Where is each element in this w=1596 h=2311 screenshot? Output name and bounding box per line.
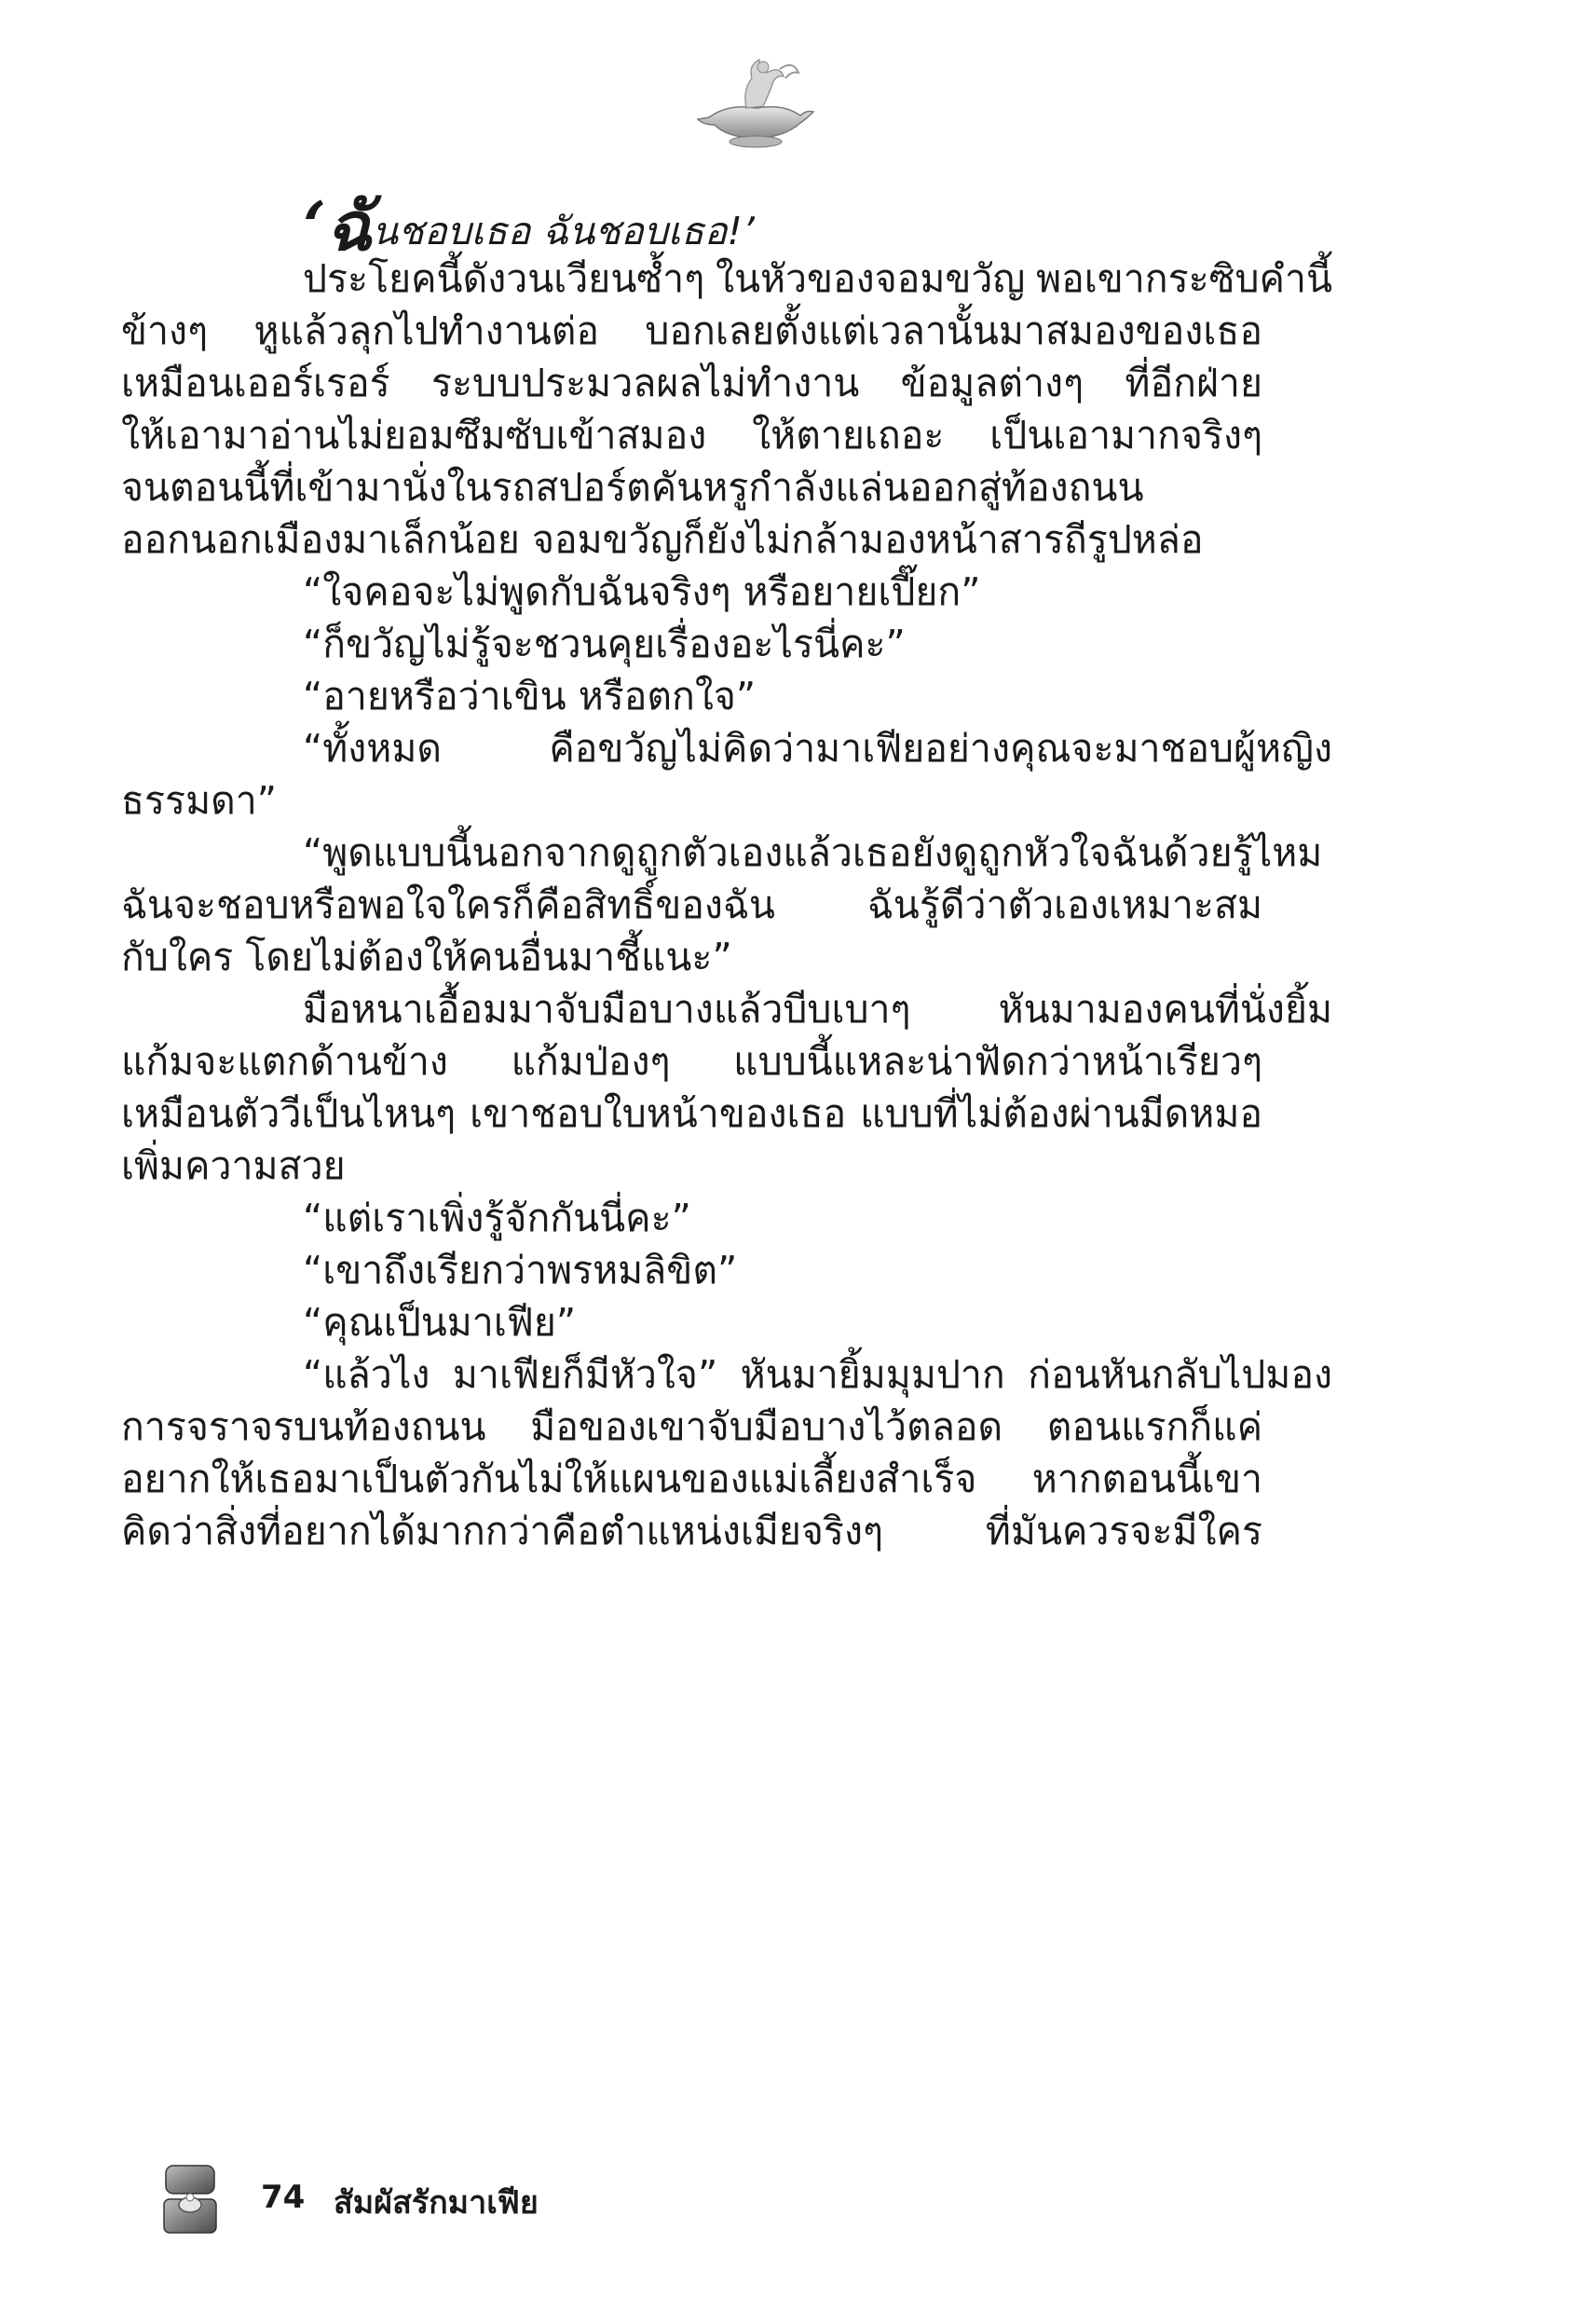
paragraph-line: เพิ่มความสวย [121, 1143, 346, 1188]
dialogue-line: กับใคร โดยไม่ต้องให้คนอื่นมาชี้แนะ” [121, 935, 732, 979]
dialogue-line: “ทั้งหมด คือขวัญไม่คิดว่ามาเฟียอย่างคุณจะมาชอบผู้หญิง [303, 726, 1332, 771]
dialogue-line: “ใจคอจะไม่พูดกับฉันจริงๆ หรือยายเปี๊ยก” [303, 569, 981, 614]
genie-lamp-icon [690, 52, 821, 155]
paragraph-line: คิดว่าสิ่งที่อยากได้มากกว่าคือตำแหน่งเมียจริงๆ ที่มันควรจะมีใคร [121, 1509, 1262, 1553]
dialogue-line: ฉันจะชอบหรือพอใจใครก็คือสิทธิ์ของฉัน ฉันรู้ดีว่าตัวเองเหมาะสม [121, 882, 1262, 927]
paragraph-line: เหมือนเออร์เรอร์ ระบบประมวลผลไม่ทำงาน ข้อมูลต่างๆ ที่อีกฝ่าย [121, 361, 1262, 405]
page-footer [160, 2162, 719, 2236]
dialogue-line: ธรรมดา” [121, 778, 277, 823]
paragraph-line: “แล้วไง มาเฟียก็มีหัวใจ” หันมายิ้มมุมปาก ก่อนหันกลับไปมอง [303, 1352, 1332, 1397]
dialogue-line: “ก็ขวัญไม่รู้จะชวนคุยเรื่องอะไรนี่คะ” [303, 622, 906, 666]
opening-line [303, 186, 755, 266]
paragraph-line: จนตอนนี้ที่เข้ามานั่งในรถสปอร์ตคันหรูกำลังแล่นออกสู่ท้องถนน [121, 465, 1144, 510]
drop-cap: ‘ฉั [303, 186, 373, 266]
book-title: สัมผัสรักมาเฟีย [334, 2184, 539, 2222]
paragraph-line: เหมือนตัววีเป็นไหนๆ เขาชอบใบหน้าของเธอ แบบที่ไม่ต้องผ่านมีดหมอ [121, 1091, 1262, 1136]
dialogue-line: “พูดแบบนี้นอกจากดูถูกตัวเองแล้วเธอยังดูถูกหัวใจฉันด้วยรู้ไหม [303, 830, 1323, 875]
ring-box-icon [160, 2162, 220, 2236]
paragraph-line: อยากให้เธอมาเป็นตัวกันไม่ให้แผนของแม่เลี้ยงสำเร็จ หากตอนนี้เขา [121, 1456, 1262, 1501]
dialogue-line: “แต่เราเพิ่งรู้จักกันนี่คะ” [303, 1196, 691, 1240]
paragraph-line: ข้างๆ หูแล้วลุกไปทำงานต่อ บอกเลยตั้งแต่เวลานั้นมาสมองของเธอ [121, 308, 1262, 353]
opening-text: นชอบเธอ ฉันชอบเธอ!’ [372, 209, 755, 253]
paragraph-line: การจราจรบนท้องถนน มือของเขาจับมือบางไว้ตลอด ตอนแรกก็แค่ [121, 1404, 1262, 1449]
paragraph-line: ประโยคนี้ดังวนเวียนซ้ำๆ ในหัวของจอมขวัญ พอเขากระซิบคำนี้ [303, 256, 1332, 301]
dialogue-line: “อายหรือว่าเขิน หรือตกใจ” [303, 674, 757, 718]
paragraph-line: ให้เอามาอ่านไม่ยอมซึมซับเข้าสมอง ให้ตายเถอะ เป็นเอามากจริงๆ [121, 413, 1262, 458]
paragraph-line: ออกนอกเมืองมาเล็กน้อย จอมขวัญก็ยังไม่กล้ามองหน้าสารถีรูปหล่อ [121, 517, 1204, 562]
paragraph-line: แก้มจะแตกด้านข้าง แก้มป่องๆ แบบนี้แหละน่าฟัดกว่าหน้าเรียวๆ [121, 1039, 1262, 1084]
dialogue-line: “เขาถึงเรียกว่าพรหมลิขิต” [303, 1248, 738, 1292]
paragraph-line: มือหนาเอื้อมมาจับมือบางแล้วบีบเบาๆ หันมามองคนที่นั่งยิ้ม [303, 987, 1332, 1032]
dialogue-line: “คุณเป็นมาเฟีย” [303, 1300, 577, 1345]
page-number: 74 [261, 2179, 306, 2216]
